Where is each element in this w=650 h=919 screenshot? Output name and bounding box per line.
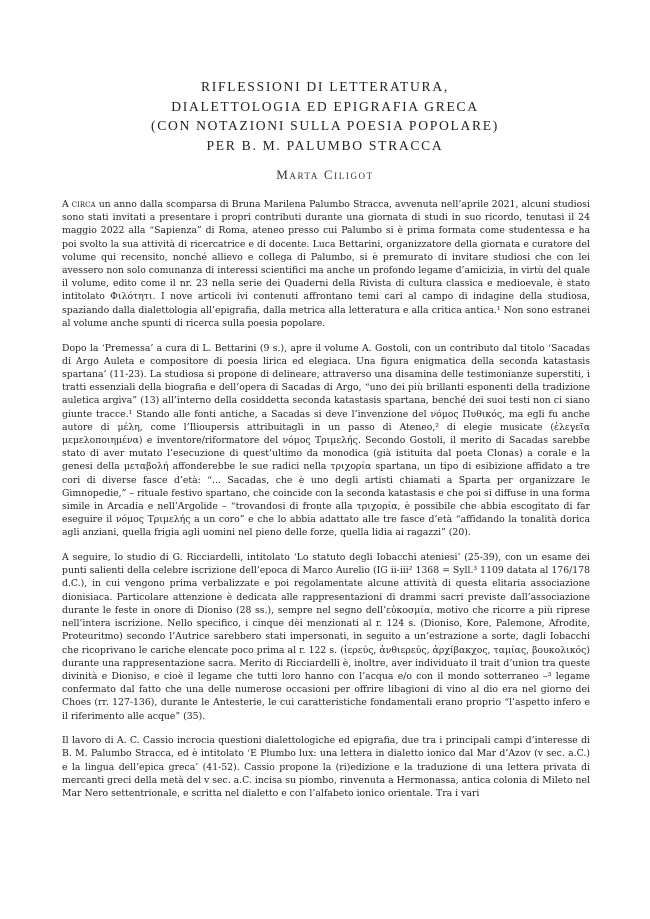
- title-line: RIFLESSIONI DI LETTERATURA,: [201, 79, 449, 94]
- title-line: DIALETTOLOGIA ED EPIGRAFIA GRECA: [171, 98, 479, 114]
- paragraph: [62, 734, 590, 800]
- paragraph: [62, 342, 590, 540]
- paragraph-text: Dopo la ‘Premessa’ a cura di L. Bettarini (9 s.), apre il volume A. Gostoli, con un contributo dal titolo ‘Sacadas di Argo Auleta e compositore di poesia lirica ed elegiaca. Una figura enigmatica della seconda katastasis spartana’ (11-23). La studiosa si propone di delineare, attraverso una disamina delle testimonianze superstiti, i tratti essenziali della biografia e dell’opera di Sacadas di Argo, “uno dei più brillanti esponenti della tradizione auletica argiva” (13) all’interno della cosiddetta seconda katastasis spartana, benché dei suoi testi non ci siano giunte tracce.¹ Stando alle fonti antiche, a Sacadas si deve l’invenzione del νόμος Πυθικός, ma egli fu anche autore di μέλη, come l’Ilioupersis attribuitagli in un passo di Ateneo,² di elegie musicate (ἐλεγεῖα μεμελοποιημένα) e inventore/riformatore del νόμος Τριμελής. Secondo Gostoli, il merito di Sacadas sarebbe stato di aver mutato l’esecuzione di quest’ultimo da monodica (già istituita dal poeta Clonas) a corale e la genesi della μεταβολή affonderebbe le sue radici nella τριχορία spartana, un tipo di esibizione affidato a tre cori di diverse fasce d’età: “... Sacadas, che è uno degli artisti chiamati a Sparta per organizzare le Gimnopedie,” – rituale festivo spartano, che coincide con la seconda katastasis e che poi si diffuse in una forma simile in Arcadia e nell’Argolide – “trovandosi di fronte alla τριχορία, è possibile che abbia escogitato di far eseguire il νόμος Τριμελής a un coro” e che lo abbia adattato alle tre fasce d’età “affidando la tonalità dorica agli anziani, quella frigia agli uomini nel pieno delle forze, quella lidia ai ragazzi” (20).: [62, 342, 590, 539]
- paragraph: [62, 198, 590, 330]
- article-body: [62, 198, 590, 812]
- paragraph-lead: A circa: [62, 199, 96, 210]
- paragraph: [62, 551, 590, 723]
- paragraph-text: A seguire, lo studio di G. Ricciardelli, intitolato ‘Lo statuto degli Iobacchi ateniesi’ (25-39), con un esame dei punti salienti della celebre iscrizione dell’epoca di Marco Aurelio (IG ii-iii² 1368 = Syll.³ 1109 datata al 176/178 d.C.), in cui vengono prima verbalizzate e poi regolamentate alcune attività di questa elitaria associazione dionisiaca. Particolare attenzione è dedicata alle rappresentazioni di drammi sacri previste dall’associazione durante le feste in onore di Dioniso (28 ss.), sempre nel segno dell’εὐκοσμία, motivo che ricorre a più riprese nell’intera iscrizione. Nello specifico, i cinque dèi menzionati al r. 124 s. (Dioniso, Kore, Palemone, Afrodite, Proteuritmo) secondo l’Autrice sarebbero stati impersonati, in seguito a un’estrazione a sorte, dagli Iobacchi che ricoprivano le cariche elencate poco prima al r. 122 s. (ἱερεύς, ἀνθιερεύς, ἀρχίβακχος, ταμίας, βουκολικός) durante una rappresentazione sacra. Merito di Ricciardelli è, inoltre, aver individuato il trait d’union tra queste divinità e Dioniso, e cioè il legame che tutti loro hanno con l’acqua e/o con il mondo sotterraneo –³ legame confermato dal fatto che una delle numerose occasioni per offrire libagioni di vino al dio era nel giorno dei Choes (rr. 127-136), durante le Antesterie, le cui caratteristiche fondamentali erano proprio “l’aspetto infero e il riferimento alle acque” (35).: [62, 552, 590, 722]
- paragraph-text: Il lavoro di A. C. Cassio incrocia questioni dialettologiche ed epigrafia, due tra i principali campi d’interesse di B. M. Palumbo Stracca, ed è intitolato ‘E Plumbo lux: una lettera in dialetto ionico dal Mar d’Azov (v sec. a.C.) e la lingua dell’epica greca’ (41-52). Cassio propone la (ri)edizione e la traduzione di una lettera privata di mercanti greci della metà del v sec. a.C. incisa su piombo, rinvenuta a Hermonassa, antica colonia di Mileto nel Mar Nero settentrionale, e scritta nel dialetto e con l’alfabeto ionico orientale. Tra i vari: [62, 735, 590, 800]
- author-name: Marta Ciligot: [276, 167, 374, 182]
- title-line: PER B. M. PALUMBO STRACCA: [206, 137, 444, 153]
- paragraph-text: un anno dalla scomparsa di Bruna Marilena Palumbo Stracca, avvenuta nell’aprile 2021, alcuni studiosi sono stati invitati a presentare i propri contributi durante una giornata di studi in suo ricordo, tenutasi il 24 maggio 2022 alla “Sapienza” di Roma, ateneo presso cui Palumbo si è prima formata come studentessa e ha poi svolto la sua attività di ricercatrice e di docente. Luca Bettarini, organizzatore della giornata e curatore del volume qui recensito, nonché allievo e collega di Palumbo, si è premurato di invitare studiosi che con lei avessero non solo comunanza di interessi scientifici ma anche un profondo legame d’amicizia, in virtù del quale il volume, edito come il nr. 23 nella serie dei Quaderni della Rivista di cultura classica e medioevale, è stato intitolato Φιλότητι. I nove articoli ivi contenuti affrontano temi cari al campo di indagine della studiosa, spaziando dalla dialettologia all’epigrafia, dalla metrica alla letteratura e alla critica antica.¹ Non sono estranei al volume anche spunti di ricerca sulla poesia popolare.: [62, 199, 590, 329]
- title-line: (CON NOTAZIONI SULLA POESIA POPOLARE): [150, 118, 500, 133]
- article-title: [40, 77, 610, 155]
